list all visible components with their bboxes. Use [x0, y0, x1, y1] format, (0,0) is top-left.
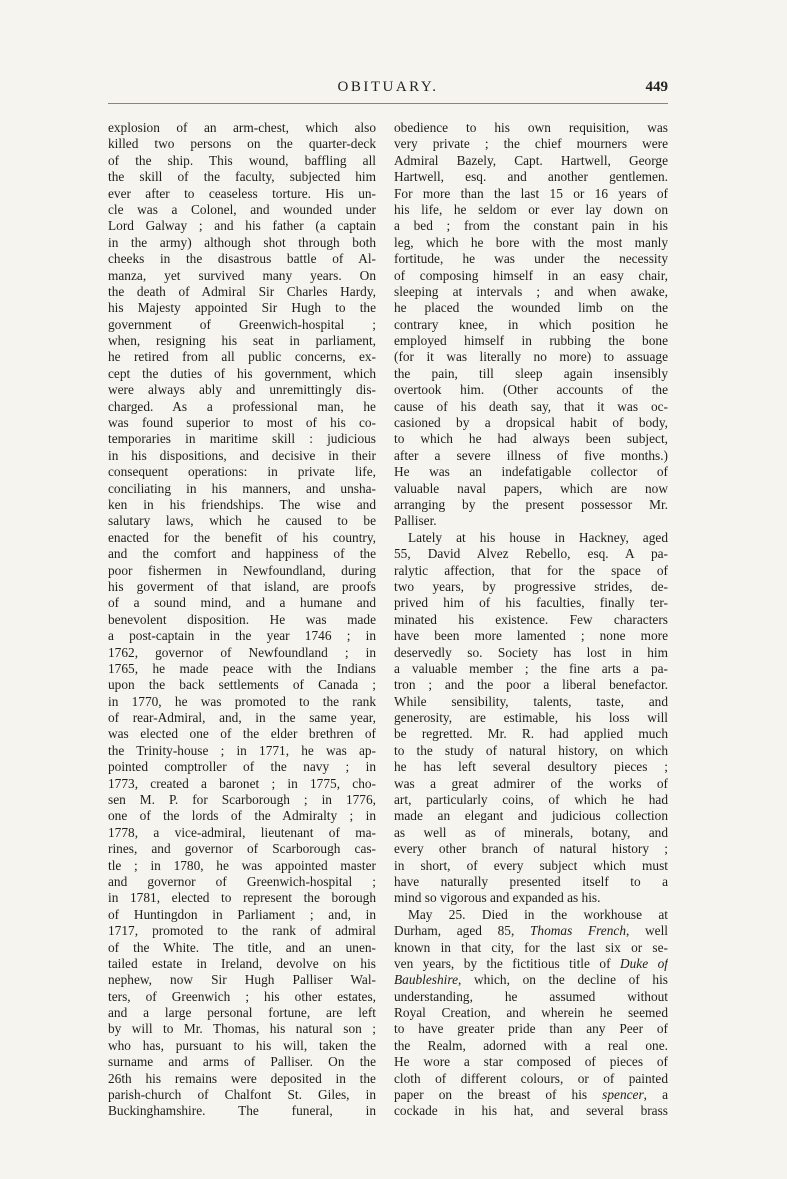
text-line: Lately at his house in Hackney, aged — [408, 529, 668, 545]
text-line: in his dispositions, and decisive in their — [108, 447, 376, 463]
text-line: to have greater pride than any Peer of — [394, 1021, 668, 1037]
text-line: a valuable member ; the fine arts a pa- — [394, 660, 668, 676]
text-line: the Trinity-house ; in 1771, he was ap- — [108, 742, 376, 758]
text-line: art, particularly coins, of which he had — [394, 792, 668, 808]
text-line: charged. As a professional man, he — [108, 398, 376, 414]
text-line: cockade in his hat, and several brass — [394, 1103, 668, 1119]
text-line: contrary knee, in which position he — [394, 316, 668, 332]
text-line: killed two persons on the quarter-deck — [108, 136, 376, 152]
text-line: government of Greenwich-hospital ; — [108, 316, 376, 332]
italic-text: Baubleshire — [394, 972, 458, 988]
text-line: in 1781, elected to represent the borough — [108, 890, 376, 906]
text-line: Buckinghamshire. The funeral, in — [108, 1103, 376, 1119]
text-line: nephew, now Sir Hugh Palliser Wal- — [108, 972, 376, 988]
text-line: obedience to his own requisition, was — [394, 120, 668, 135]
text-line: conciliating in his manners, and unsha- — [108, 480, 376, 496]
text-line: have been more lamented ; none more — [394, 628, 668, 644]
text-line: manza, yet survived many years. On — [108, 267, 376, 283]
text-line: Baubleshire, which, on the decline of his — [394, 972, 668, 988]
text-line: generosity, are estimable, his loss will — [394, 710, 668, 726]
text-line: deservedly so. Society has lost in him — [394, 644, 668, 660]
text-line: be regretted. Mr. R. had applied much — [394, 726, 668, 742]
text-line: Palliser. — [394, 513, 437, 529]
italic-text: Duke of — [620, 955, 668, 971]
text-line: cloth of different colours, or of painted — [394, 1070, 668, 1086]
text-line: ken in his friendships. The wise and — [108, 496, 376, 512]
text-line: as well as of minerals, botany, and — [394, 824, 668, 840]
text-line: arranging by the present possessor Mr. — [394, 496, 668, 512]
text-line: Lord Galway ; and his father (a captain — [108, 218, 376, 234]
text-line: parish-church of Chalfont St. Giles, in — [108, 1087, 376, 1103]
text-line: 26th his remains were deposited in the — [108, 1070, 376, 1086]
page-number: 449 — [645, 79, 668, 95]
text-line: upon the back settlements of Canada ; — [108, 677, 376, 693]
text-line: very private ; the chief mourners were — [394, 136, 668, 152]
text-line: every other branch of natural history ; — [394, 841, 668, 857]
text-line: cle was a Colonel, and wounded under — [108, 201, 376, 217]
text-line: mind so vigorous and expanded as his. — [394, 890, 601, 906]
text-line: of the ship. This wound, baffling all — [108, 152, 376, 168]
text-line: consequent operations: in private life, — [108, 464, 376, 480]
text-line: overtook him. (Other accounts of the — [394, 382, 668, 398]
running-head: OBITUARY. — [337, 79, 439, 95]
text-line: the skill of the faculty, subjected him — [108, 169, 376, 185]
page-header — [108, 79, 668, 105]
text-line: ralytic affection, that for the space of — [394, 562, 668, 578]
text-line: He wore a star composed of pieces of — [394, 1054, 668, 1070]
text-line: 1762, governor of Newfoundland ; in — [108, 644, 376, 660]
text-line: and a large personal fortune, are left — [108, 1005, 376, 1021]
text-line: 55, David Alvez Rebello, esq. A pa- — [394, 546, 668, 562]
text-line: he has left several desultory pieces ; — [394, 759, 668, 775]
text-line: Hartwell, esq. and another gentlemen. — [394, 169, 668, 185]
text-line: For more than the last 15 or 16 years of — [394, 185, 668, 201]
text-line: Royal Creation, and wherein he seemed — [394, 1005, 668, 1021]
text-line: valuable naval papers, which are now — [394, 480, 668, 496]
text-line: casioned by a dropsical habit of body, — [394, 415, 668, 431]
text-line: of rear-Admiral, and, in the same year, — [108, 710, 376, 726]
text-line: and governor of Greenwich-hospital ; — [108, 873, 376, 889]
text-line: known in that city, for the last six or se- — [394, 939, 668, 955]
text-line: cept the duties of his government, which — [108, 365, 376, 381]
text-line: tron ; and the poor a liberal benefactor. — [394, 677, 668, 693]
text-line: explosion of an arm-chest, which also — [108, 120, 376, 135]
text-line: by will to Mr. Thomas, his natural son ; — [108, 1021, 376, 1037]
text-line: to which he had always been subject, — [394, 431, 668, 447]
text-line: when, resigning his seat in parliament, — [108, 333, 376, 349]
text-line: 1778, a vice-admiral, lieutenant of ma- — [108, 824, 376, 840]
text-line: pointed comptroller of the navy ; in — [108, 759, 376, 775]
text-line: prived him of his faculties, finally ter- — [394, 595, 668, 611]
text-line: a bed ; from the constant pain in his — [394, 218, 668, 234]
text-line: salutary laws, which he caused to be — [108, 513, 376, 529]
text-line: ever after to ceaseless torture. His un- — [108, 185, 376, 201]
text-line: he retired from all public concerns, ex- — [108, 349, 376, 365]
text-line: paper on the breast of his spencer, a — [394, 1087, 668, 1103]
text-line: who has, pursuant to his will, taken the — [108, 1037, 376, 1053]
text-line: enacted for the benefit of his country, — [108, 529, 376, 545]
text-line: minated his existence. Few characters — [394, 611, 668, 627]
text-line: his life, he seldom or ever lay down on — [394, 201, 668, 217]
text-line: Admiral Bazely, Capt. Hartwell, George — [394, 152, 668, 168]
text-line: was elected one of the elder brethren of — [108, 726, 376, 742]
text-line: of Huntingdon in Parliament ; and, in — [108, 906, 376, 922]
text-line: a post-captain in the year 1746 ; in — [108, 628, 376, 644]
text-line: surname and arms of Palliser. On the — [108, 1054, 376, 1070]
text-line: the Realm, adorned with a real one. — [394, 1037, 668, 1053]
header-rule — [108, 103, 668, 104]
text-line: 1765, he made peace with the Indians — [108, 660, 376, 676]
text-line: his Majesty appointed Sir Hugh to the — [108, 300, 376, 316]
text-line: the death of Admiral Sir Charles Hardy, — [108, 283, 376, 299]
text-line: to the study of natural history, on which — [394, 742, 668, 758]
text-line: Durham, aged 85, Thomas French, well — [394, 923, 668, 939]
text-line: in short, of every subject which must — [394, 857, 668, 873]
text-line: May 25. Died in the workhouse at — [408, 906, 668, 922]
text-line: cheeks in the disastrous battle of Al- — [108, 251, 376, 267]
text-line: While sensibility, talents, taste, and — [394, 693, 668, 709]
text-line: of the White. The title, and an unen- — [108, 939, 376, 955]
text-line: of composing himself in an easy chair, — [394, 267, 668, 283]
left-column — [108, 120, 376, 1120]
text-line: tle ; in 1780, he was appointed master — [108, 857, 376, 873]
text-line: leg, which he bore with the most manly — [394, 234, 668, 250]
text-line: benevolent disposition. He was made — [108, 611, 376, 627]
text-line: were always ably and unremittingly dis- — [108, 382, 376, 398]
italic-text: Thomas French — [530, 923, 626, 939]
text-line: understanding, he assumed without — [394, 988, 668, 1004]
text-line: made an elegant and judicious collection — [394, 808, 668, 824]
text-line: was found superior to most of his co- — [108, 415, 376, 431]
text-line: fortitude, he was under the necessity — [394, 251, 668, 267]
text-line: rines, and governor of Scarborough cas- — [108, 841, 376, 857]
text-line: in 1770, he was promoted to the rank — [108, 693, 376, 709]
italic-text: spencer — [602, 1087, 644, 1103]
text-line: of a sound mind, and a humane and — [108, 595, 376, 611]
text-line: ven years, by the fictitious title of Duke of — [394, 955, 668, 971]
text-line: sleeping at intervals ; and when awake, — [394, 283, 668, 299]
text-line: sen M. P. for Scarborough ; in 1776, — [108, 792, 376, 808]
text-line: in the army) although shot through both — [108, 234, 376, 250]
text-line: and the comfort and happiness of the — [108, 546, 376, 562]
text-line: employed himself in rubbing the bone — [394, 333, 668, 349]
text-line: tailed estate in Ireland, devolve on his — [108, 955, 376, 971]
text-line: temporaries in maritime skill : judicious — [108, 431, 376, 447]
text-line: was a great admirer of the works of — [394, 775, 668, 791]
text-line: have naturally presented itself to a — [394, 873, 668, 889]
text-line: 1717, promoted to the rank of admiral — [108, 923, 376, 939]
text-line: he placed the wounded limb on the — [394, 300, 668, 316]
right-column — [394, 120, 668, 1120]
text-line: the pain, till sleep again insensibly — [394, 365, 668, 381]
text-line: poor fishermen in Newfoundland, during — [108, 562, 376, 578]
text-line: one of the lords of the Admiralty ; in — [108, 808, 376, 824]
text-line: cause of his death say, that it was oc- — [394, 398, 668, 414]
text-line: ters, of Greenwich ; his other estates, — [108, 988, 376, 1004]
text-line: two years, by progressive strides, de- — [394, 578, 668, 594]
text-line: (for it was literally no more) to assuage — [394, 349, 668, 365]
text-line: after a severe illness of five months.) — [394, 447, 668, 463]
text-line: his goverment of that island, are proofs — [108, 578, 376, 594]
text-line: 1773, created a baronet ; in 1775, cho- — [108, 775, 376, 791]
text-line: He was an indefatigable collector of — [394, 464, 668, 480]
